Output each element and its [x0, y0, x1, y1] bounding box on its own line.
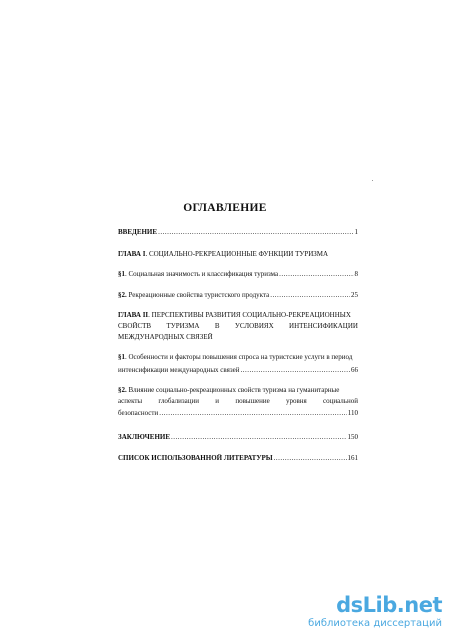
chapter-label: ГЛАВА II	[118, 311, 149, 319]
toc-entry-conclusion	[118, 433, 358, 442]
leader-dots	[274, 454, 347, 463]
chapter-title-word: ИНТЕНСИФИКАЦИИ	[289, 322, 358, 330]
section-title: Рекреационные свойства туристского продукта	[126, 291, 270, 299]
chapter-title-word: СВОЙСТВ	[118, 322, 152, 330]
section-number: §1	[118, 353, 125, 361]
toc-chapter-1	[118, 250, 358, 259]
toc-page-number: 8	[354, 270, 358, 278]
watermark-subtitle: библиотека диссертаций	[308, 618, 442, 629]
leader-dots	[159, 409, 347, 418]
leader-dots	[270, 291, 350, 300]
toc-entry-label: СПИСОК ИСПОЛЬЗОВАННОЙ ЛИТЕРАТУРЫ	[118, 454, 273, 462]
toc-page-number: 25	[351, 291, 358, 299]
section-number: §2.	[118, 386, 127, 394]
logo-tld: net	[404, 593, 442, 617]
toc-page-number: 1	[354, 228, 358, 236]
leader-dots	[158, 228, 353, 237]
section-title-word: и	[215, 397, 220, 405]
scan-speck	[372, 180, 373, 181]
toc-entry-section-2-2-line-3	[118, 409, 358, 418]
toc-entry-section-2-1-line-2	[118, 366, 358, 375]
watermark-logo	[336, 594, 442, 616]
section-title: Влияние социально-рекреационных свойств туризма на гуманитарные	[126, 386, 340, 394]
logo-dot: .	[396, 593, 405, 617]
section-title-word: аспекты	[118, 397, 143, 405]
toc-entry-section-2-1-line-1	[118, 353, 358, 362]
toc-entry-section-2-2-line-2	[118, 397, 358, 406]
toc-entry-section-1-1	[118, 270, 358, 279]
section-number: §2.	[118, 291, 127, 299]
toc-entry-section-2-2-line-1	[118, 386, 358, 395]
toc-chapter-2-line-1	[118, 311, 358, 320]
toc-entry-label: ВВЕДЕНИЕ	[118, 228, 158, 236]
toc-page-number: 150	[347, 433, 358, 441]
toc-entry-references	[118, 454, 358, 463]
section-title-word: повышение	[235, 397, 270, 405]
toc-page-number: 110	[347, 409, 358, 417]
leader-dots	[240, 366, 350, 375]
toc-entry-label: ЗАКЛЮЧЕНИЕ	[118, 433, 171, 441]
watermark	[308, 593, 442, 630]
chapter-title-word: В	[214, 322, 220, 330]
toc-title: ОГЛАВЛЕНИЕ	[183, 202, 267, 214]
chapter-title: . СОЦИАЛЬНО-РЕКРЕАЦИОННЫЕ ФУНКЦИИ ТУРИЗМА	[145, 250, 329, 258]
section-title: . Социальная значимость и классификация туризма	[125, 270, 279, 278]
toc-entry-intro	[118, 228, 358, 237]
chapter-title-word: ТУРИЗМА	[166, 322, 200, 330]
section-title-word: уровня	[285, 397, 307, 405]
toc-chapter-2-line-3: МЕЖДУНАРОДНЫХ СВЯЗЕЙ	[118, 333, 213, 341]
section-title: безопасности	[118, 409, 159, 417]
toc-chapter-2-line-2	[118, 322, 358, 331]
section-title-word: социальной	[323, 397, 358, 405]
chapter-label: ГЛАВА I	[118, 250, 146, 258]
section-title: . Особенности и факторы повышения спроса на туристские услуги в период	[125, 353, 353, 361]
logo-text: dsLib	[336, 593, 397, 617]
toc-page-number: 66	[351, 366, 358, 374]
toc-page-number: 161	[347, 454, 358, 462]
chapter-title: . ПЕРСПЕКТИВЫ РАЗВИТИЯ СОЦИАЛЬНО-РЕКРЕАЦИОННЫХ	[148, 311, 351, 319]
leader-dots	[279, 270, 353, 279]
toc-entry-section-1-2	[118, 291, 358, 300]
section-title-word: глобализации	[158, 397, 200, 405]
section-number: §1	[118, 270, 125, 278]
section-title: интенсификации международных связей	[118, 366, 240, 374]
chapter-title-word: УСЛОВИЯХ	[234, 322, 274, 330]
leader-dots	[171, 433, 346, 442]
